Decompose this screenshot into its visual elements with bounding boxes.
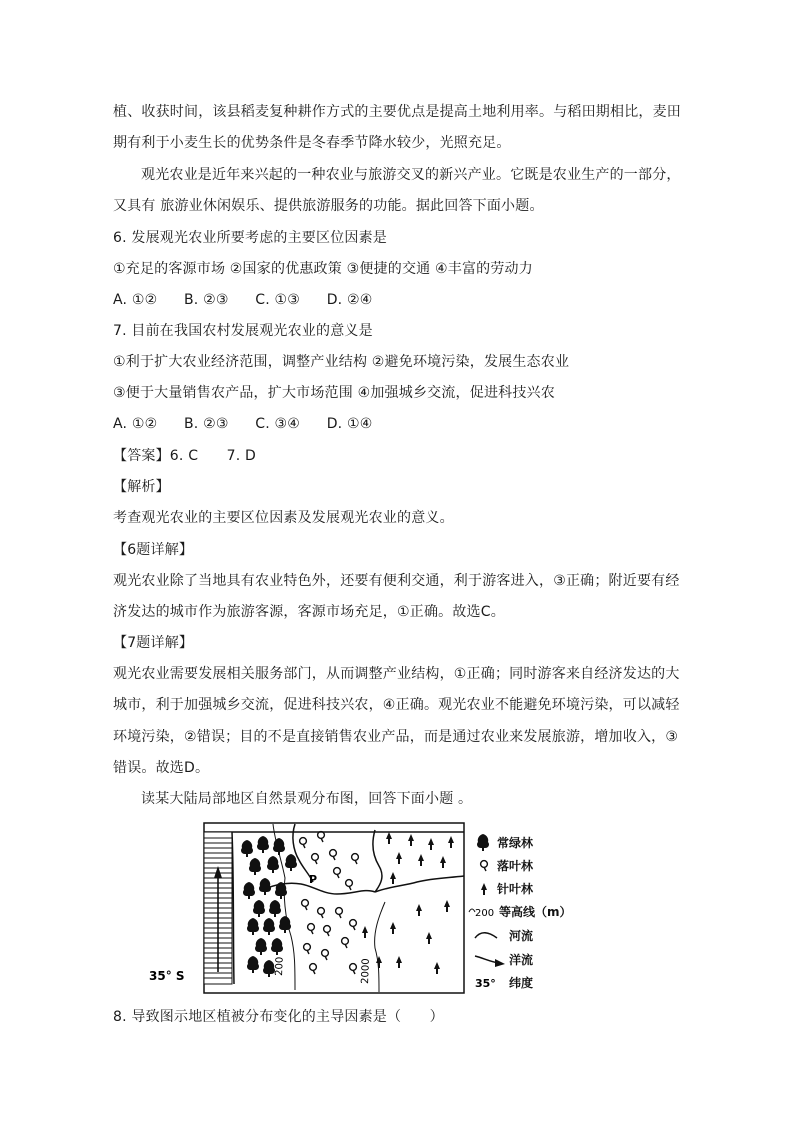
legend-latitude: 纬度	[509, 976, 534, 990]
text-line: 植、收获时间，该县稻麦复种耕作方式的主要优点是提高土地利用率。与稻田期相比，麦田	[113, 104, 681, 120]
text-line: 错误。故选D。	[113, 760, 210, 776]
option-b: B. ②③	[184, 416, 229, 432]
question-7: 7. 目前在我国农村发展观光农业的意义是	[113, 323, 373, 339]
legend-contour-value: 200	[475, 908, 495, 919]
deciduous-forest	[300, 832, 359, 974]
legend-current: 洋流	[509, 953, 534, 967]
figure-intro: 读某大陆局部地区自然景观分布图，回答下面小题 。	[141, 791, 473, 807]
section-heading: 【6题详解】	[113, 542, 194, 558]
text-line: 期有利于小麦生长的优势条件是冬春季节降水较少，光照充足。	[113, 135, 511, 151]
question-6-options	[113, 290, 373, 310]
latitude-icon: 35°	[475, 977, 496, 990]
text-line: 考查观光农业的主要区位因素及发展观光农业的意义。	[113, 510, 454, 526]
option-a: A. ①②	[113, 416, 158, 432]
map-legend	[469, 834, 572, 990]
question-6-statements: ①充足的客源市场 ②国家的优惠政策 ③便捷的交通 ④丰富的劳动力	[113, 261, 533, 277]
text-line: 观光农业需要发展相关服务部门，从而调整产业结构，①正确；同时游客来自经济发达的大	[113, 666, 680, 682]
river-icon	[475, 933, 497, 938]
question-7-options	[113, 414, 373, 434]
option-a: A. ①②	[113, 292, 158, 308]
analysis-heading: 【解析】	[113, 479, 170, 495]
legend-deciduous: 落叶林	[497, 859, 534, 873]
answer-line: 【答案】6. C 7. D	[113, 448, 256, 464]
text-line: 济发达的城市作为旅游客源，客源市场充足，①正确。故选C。	[113, 604, 505, 620]
point-p-label: P	[309, 873, 318, 886]
evergreen-forest	[241, 836, 297, 977]
text-line: 观光农业是近年来兴起的一种农业与旅游交叉的新兴产业。它既是农业生产的一部分，	[141, 167, 681, 183]
legend-evergreen: 常绿林	[497, 836, 534, 850]
option-d: D. ②④	[326, 292, 373, 308]
question-7-statements: ①利于扩大农业经济范围，调整产业结构 ②避免环境污染，发展生态农业	[113, 354, 570, 370]
legend-contour: 等高线（m）	[499, 905, 572, 919]
option-b: B. ②③	[184, 292, 229, 308]
evergreen-icon	[477, 834, 489, 851]
question-8: 8. 导致图示地区植被分布变化的主导因素是（ ）	[113, 1009, 444, 1025]
ocean-area	[204, 832, 232, 984]
legend-conifer: 针叶林	[497, 882, 534, 896]
contour-label-200: 200	[274, 956, 286, 977]
text-line: 环境污染，②错误；目的不是直接销售农业产品，而是通过农业来发展旅游，增加收入，③	[113, 729, 679, 745]
option-c: C. ①③	[255, 292, 301, 308]
legend-river: 河流	[509, 929, 534, 943]
conifer-icon	[481, 883, 487, 895]
contour-label-2000: 2000	[360, 958, 372, 985]
text-line: 观光农业除了当地具有农业特色外，还要有便利交通，利于游客进入，③正确；附近要有经	[113, 573, 680, 589]
question-7-statements: ③便于大量销售农产品，扩大市场范围 ④加强城乡交流，促进科技兴农	[113, 385, 555, 401]
question-6: 6. 发展观光农业所要考虑的主要区位因素是	[113, 230, 388, 246]
current-icon	[475, 956, 505, 967]
latitude-label: 35° S	[149, 969, 185, 983]
text-line: 城市，利于加强城乡交流，促进科技兴农，④正确。观光农业不能避免环境污染，可以减轻	[113, 697, 680, 713]
landscape-map	[149, 822, 572, 994]
section-heading: 【7题详解】	[113, 635, 194, 651]
option-d: D. ①④	[326, 416, 373, 432]
option-c: C. ③④	[255, 416, 301, 432]
deciduous-icon	[481, 861, 488, 871]
text-line: 又具有 旅游业休闲娱乐、提供旅游服务的功能。据此回答下面小题。	[113, 198, 544, 214]
